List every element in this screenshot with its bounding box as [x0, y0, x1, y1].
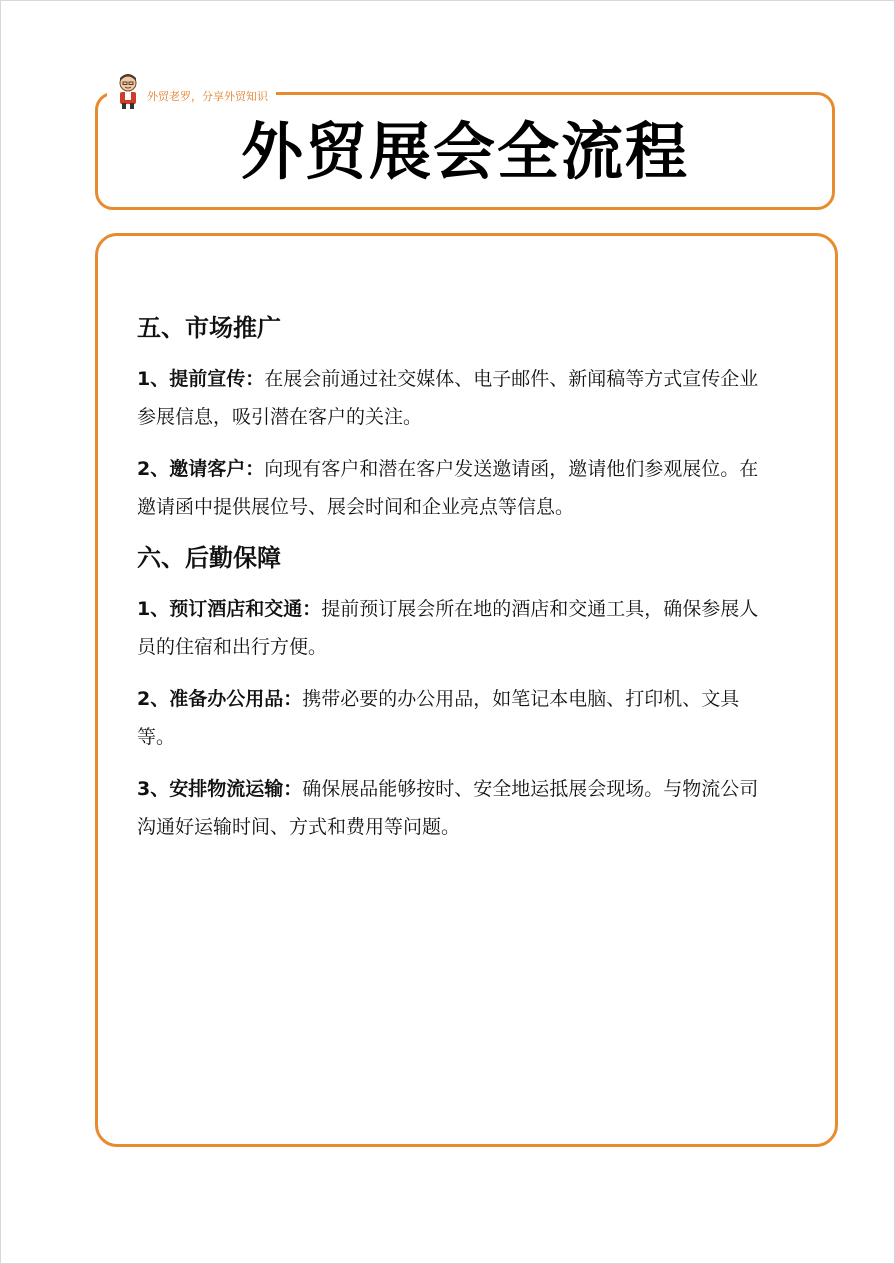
item-lead: 2、准备办公用品： — [137, 688, 303, 710]
brand-badge — [107, 68, 276, 110]
item-lead: 1、提前宣传： — [137, 368, 265, 390]
brand-slogan: 外贸老罗，分享外贸知识 — [147, 90, 268, 103]
section-heading-marketing: 五、市场推广 — [137, 314, 281, 342]
avatar-icon — [113, 70, 143, 110]
page-title: 外贸展会全流程 — [240, 115, 689, 188]
item-body: 在展会前通过社交媒体、电子邮件、新闻稿等方式宣传企业参展信息，吸引潜在客户的关注。 — [137, 368, 759, 428]
item-body: 提前预订展会所在地的酒店和交通工具，确保参展人员的住宿和出行方便。 — [137, 598, 759, 658]
item-body: 携带必要的办公用品，如笔记本电脑、打印机、文具等。 — [137, 688, 740, 748]
list-item — [137, 590, 777, 666]
item-lead: 2、邀请客户： — [137, 458, 265, 480]
section-heading-logistics: 六、后勤保障 — [137, 544, 281, 572]
item-lead: 1、预订酒店和交通： — [137, 598, 322, 620]
item-body: 确保展品能够按时、安全地运抵展会现场。与物流公司沟通好运输时间、方式和费用等问题。 — [137, 778, 759, 838]
item-lead: 3、安排物流运输： — [137, 778, 303, 800]
list-item — [137, 360, 777, 436]
list-item — [137, 770, 777, 846]
content-body — [137, 310, 777, 860]
list-item — [137, 680, 777, 756]
item-body: 向现有客户和潜在客户发送邀请函，邀请他们参观展位。在邀请函中提供展位号、展会时间和企业亮点等信息。 — [137, 458, 759, 518]
list-item — [137, 450, 777, 526]
